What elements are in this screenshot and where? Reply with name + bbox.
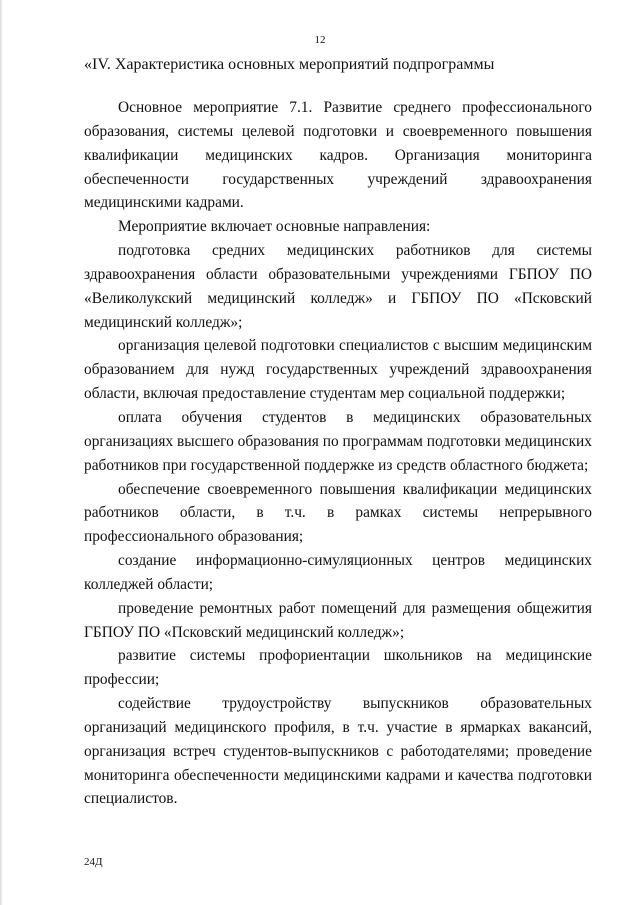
section-title: «IV. Характеристика основных мероприятий подпрограммы	[84, 56, 495, 73]
paragraph-direction-tuition-payment: оплата обучения студентов в медицинских образовательных организациях высшего образования по программам подготовки медицинских работников при государственной поддержке из средств областного бюджета;	[84, 408, 592, 474]
paragraph-direction-targeted-training: организация целевой подготовки специалистов с высшим медицинским образованием для нужд государственных учреждений здравоохранения области, включая предоставление студентам мер социальной поддержки;	[84, 337, 592, 403]
paragraph-direction-dormitory-repair: проведение ремонтных работ помещений для размещения общежития ГБПОУ ПО «Псковский медицинский колледж»;	[84, 599, 592, 641]
document-body	[84, 96, 592, 811]
paragraph-direction-qualification: обеспечение своевременного повышения квалификации медицинских работников области, в т.ч. в рамках системы непрерывного профессионального образования;	[84, 480, 592, 546]
paragraph-main-activity: Основное мероприятие 7.1. Развитие среднего профессионального образования, системы целевой подготовки и своевременного повышения квалификации медицинских кадров. Организация мониторинга обеспеченности государственных учреждений здравоохранения медицинскими кадрами.	[84, 99, 592, 212]
paragraph-direction-career-guidance: развитие системы профориентации школьников на медицинские профессии;	[84, 647, 592, 689]
footer-code: 24Д	[84, 856, 103, 868]
paragraph-direction-employment: содействие трудоустройству выпускников образовательных организаций медицинского профиля, в т.ч. участие в ярмарках вакансий, организация встреч студентов-выпускников с работодателями; проведение мониторинга обеспеченности медицинскими кадрами и качества подготовки специалистов.	[84, 695, 592, 808]
page-number: 12	[314, 34, 326, 46]
paragraph-directions-intro: Мероприятие включает основные направления:	[118, 218, 431, 236]
scan-edge-shadow	[0, 0, 3, 905]
paragraph-direction-training-mid-level: подготовка средних медицинских работников для системы здравоохранения области образовательными учреждениями ГБПОУ ПО «Великолукский медицинский колледж» и ГБПОУ ПО «Псковский медицинский колледж»;	[84, 242, 592, 331]
paragraph-direction-simulation-centers: создание информационно-симуляционных центров медицинских колледжей области;	[84, 552, 592, 593]
